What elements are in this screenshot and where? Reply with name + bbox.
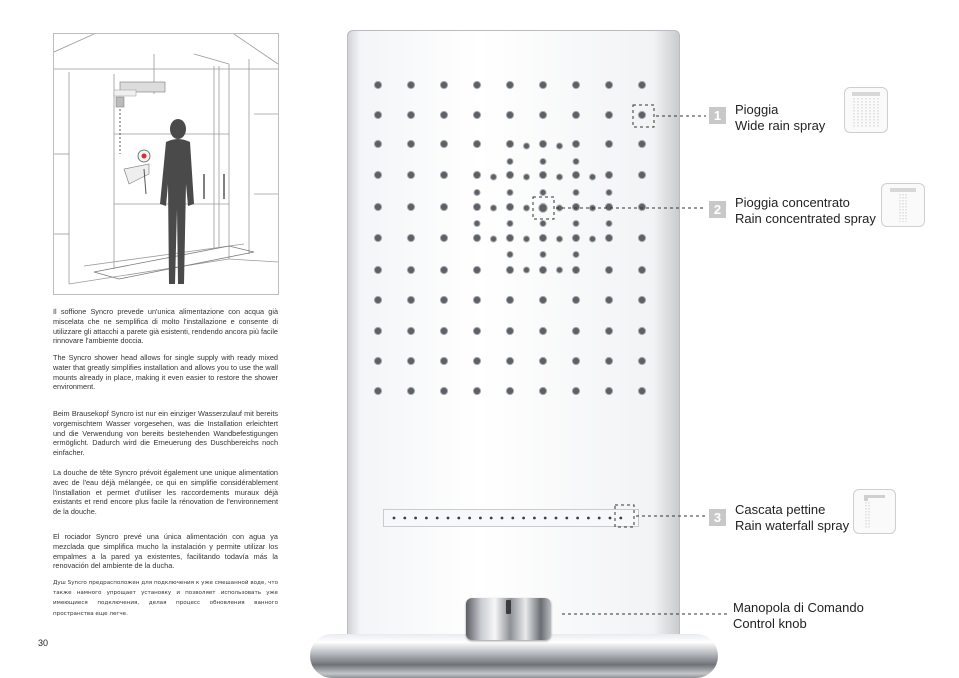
callout-4-label-it: Manopola di Comando [733,600,864,615]
waterfall-spray-icon [853,489,896,534]
callout-3-badge: 3 [709,509,726,526]
rain-spray-icon [844,87,888,133]
callout-1-marker [633,105,654,127]
description-spanish: El rociador Syncro prevé una única alimentación con agua ya mezclada que simplifica mucho la instalación y permite utilizar los empalmes a la pared ya existentes, facilitando todavía más la renovación del ambiente de la ducha. [53,532,278,571]
description-italian: Il soffione Syncro prevede un'unica alimentazione con acqua già miscelata che ne semplifica di molto l'installazione e consente di utilizzare gli attacchi a parete già esistenti, rendendo ancora più facile rinnovare l'ambiente doccia. [53,307,278,346]
callout-2-label-it: Pioggia concentrato [735,195,850,210]
description-french: La douche de tête Syncro prévoit également une unique alimentation avec de l'eau déjà mélangée, ce qui en simplifie considérablement l'installation et permet d'utiliser les raccordements muraux déjà existants et rend encore plus facile la rénovation de l'environnement de la douche. [53,468,278,517]
description-english: The Syncro shower head allows for single supply with ready mixed water that greatly simplifies installation and allows you to use the wall mounts already in place, making it even easier to restore the shower environment. [53,353,278,392]
callout-3-marker [615,505,634,527]
description-german: Beim Brausekopf Syncro ist nur ein einziger Wasserzulauf mit bereits vorgemischtem Wasser vorgesehen, was die Installation erleichtert und die Verwendung von bereits bestehenden Wandbefestigungen ermöglicht. Dadurch wird die Erneuerung des Duschbereichs noch einfacher. [53,409,278,458]
callout-4-label-en: Control knob [733,616,807,631]
page-number: 30 [38,638,49,648]
callout-3-label-en: Rain waterfall spray [735,518,850,533]
callout-2-badge: 2 [709,201,726,218]
callout-2-label-en: Rain concentrated spray [735,211,876,226]
concentrated-spray-icon [881,183,925,227]
callout-1-label-en: Wide rain spray [735,118,826,133]
callout-3-label-it: Cascata pettine [735,502,826,517]
callout-1-badge: 1 [709,107,726,124]
callout-1-label-it: Pioggia [735,102,779,117]
callout-2-marker [533,197,554,219]
description-russian: Душ Syncro предрасположен для подключения к уже смешанной воде, что также намного упрощает установку и позволяет использовать уже имеющиеся подключения, делая процесс обновления ванного пространства еще легче. [53,580,278,617]
